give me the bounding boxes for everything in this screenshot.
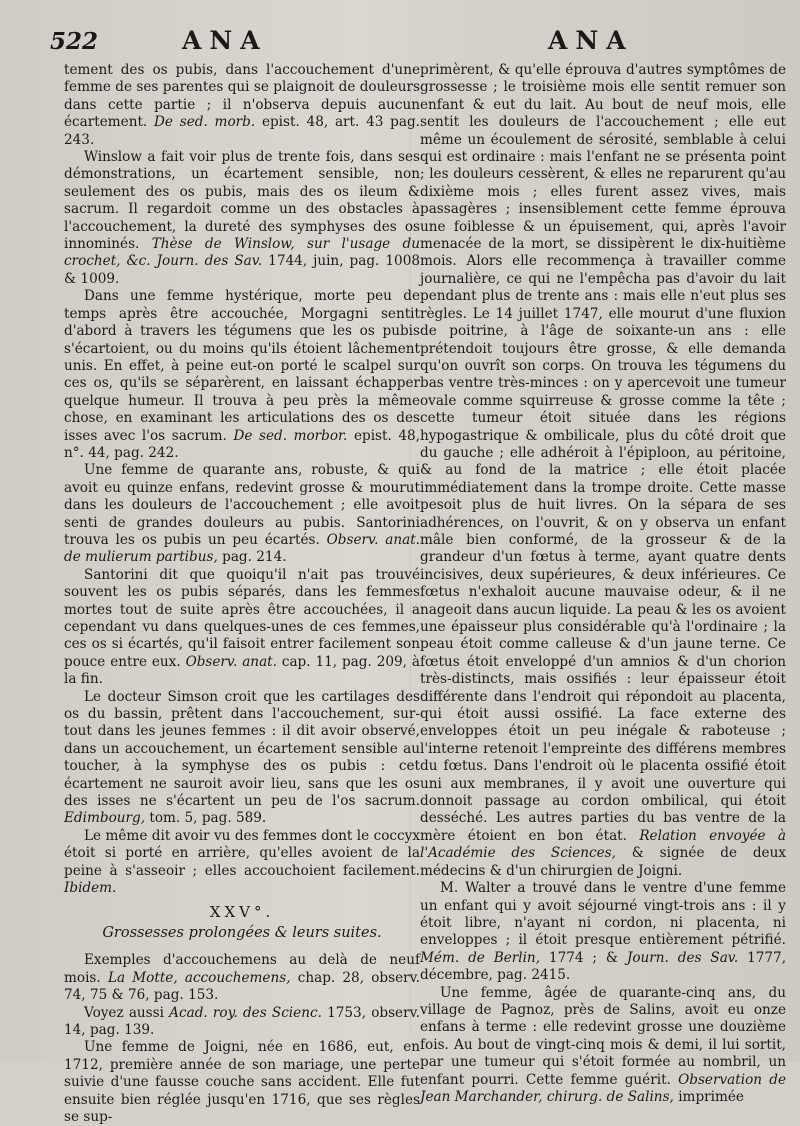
citation: Journ. des Sav. (626, 949, 739, 966)
running-title-right: ANA (548, 26, 634, 55)
citation: Edimbourg, (64, 810, 146, 827)
citation: Observ. anat. de mulierum partibus, (64, 531, 420, 566)
paragraph: tement des os pubis, dans l'accouchement d'une femme de ses parentes qui se plaignoit de douleurs dans cette partie ; il n'observa depuis aucun écartement. De sed. morb. epist. 48, art. 43 pag. 243. (64, 62, 420, 148)
paragraph: Le même dit avoir vu des femmes dont le coccyx étoit si porté en arrière, qu'elles avoient de la peine à s'asseoir ; elles accouchoient facilement. Ibidem. (64, 827, 420, 897)
paragraph: Une femme, âgée de quarante-cinq ans, du village de Pagnoz, près de Salins, avoit eu onze enfans à terme : elle redevint grosse une douzième fois. Au bout de vingt-cinq mois & demi, il lui sortit, par une tumeur qui s'étoit formée au nombril, un enfant pourri. Cette femme guérit. Observation de Jean Marchander, chirurg. de Salins, imprimée (420, 984, 786, 1105)
citation: De sed. morbor. (233, 427, 348, 444)
paragraph: Le docteur Simson croit que les cartilages des os du bassin, prêtent dans l'accouchement, sur-tout dans les jeunes femmes : il dit avoir observé, dans un accouchement, un écartement sensible au toucher, à la symphyse des os pubis : cet écartement ne sauroit avoir lieu, sans que les os des isses ne s'écartent un peu de l'os sacrum. Edimbourg, tom. 5, pag. 589. (64, 688, 420, 827)
citation: Observation de Jean Marchander, chirurg. de Salins, (420, 1071, 786, 1105)
paragraph: Santorini dit que quoiqu'il n'ait pas trouvé souvent les os pubis séparés, dans les femmes mortes tout de suite après être accouchées, il a cependant vu dans quelques-unes de ces femmes, ces os si écartés, qu'il faisoit entrer facilement son pouce entre eux. Observ. anat. cap. 11, pag. 209, à la fin. (64, 566, 420, 688)
citation: La Motte, accouchemens, (107, 969, 291, 986)
citation: Mém. de Berlin, (420, 949, 541, 966)
citation: De sed. morb. (154, 114, 256, 131)
citation: Ibidem. (64, 880, 117, 897)
section-title: Grossesses prolongées & leurs suites. (102, 924, 382, 941)
paragraph: Une femme de quarante ans, robuste, & qui avoit eu quinze enfans, redevint grosse & mourut dans les douleurs de l'accouchement ; elle avoit senti de grandes douleurs au pubis. Santorini trouva les os pubis un peu écartés. Observ. anat. de mulierum partibus, pag. 214. (64, 462, 420, 566)
citation: Acad. roy. des Scienc. (169, 1004, 322, 1021)
paragraph: Exemples d'accouchemens au delà de neuf mois. La Motte, accouchemens, chap. 28, observ. 74, 75 & 76, pag. 153. (64, 952, 421, 1004)
citation: Observ. anat. (185, 653, 277, 670)
left-column (64, 62, 420, 1126)
paragraph: primèrent, & qu'elle éprouva d'autres symptômes de grossesse ; le troisième mois elle sentit remuer son enfant & eut du lait. Au bout de neuf mois, elle sentit les douleurs de l'accouchement ; elle eut même un écoulement de sérosité, semblable à celui qui est ordinaire : mais l'enfant ne se présenta point ; les douleurs cessèrent, & elles ne reparurent qu'au dixième mois ; elles furent assez vives, mais passagères ; insensiblement cette femme éprouva une foiblesse & un épuisement, qui, après l'avoir menacée de la mort, se dissipèrent le dix-huitième mois. Alors elle recommença à travailler comme journalière, ce qui ne l'empêcha pas d'avoir du lait pendant plus de trente ans : mais elle n'eut plus ses règles. Le 14 juillet 1747, elle mourut d'une fluxion de poitrine, à l'âge de soixante-un ans : elle prétendoit toujours être grosse, & elle demanda qu'on ouvrît son corps. On trouva les tégumens du bas ventre très-minces : on y apercevoit une tumeur ovale comme squirreuse & grosse comme la tête ; cette tumeur étoit située dans les régions hypogastrique & ombilicale, plus du côté droit que du gauche ; elle adhéroit à l'épiploon, au péritoine, & au fond de la matrice ; elle étoit placée immédiatement dans la trompe droite. Cette masse pesoit plus de huit livres. On la sépara de ses adhérences, on l'ouvrit, & on y observa un enfant mâle bien conformé, de la grosseur & de la grandeur d'un fœtus à terme, ayant quatre dents incisives, deux supérieures, & deux inférieures. Ce fœtus n'exhaloit aucune mauvaise odeur, & il ne nageoit dans aucun liquide. La peau & les os avoient une épaisseur plus considérable qu'à l'ordinaire ; la peau étoit comme calleuse & d'un jaune terne. Ce fœtus étoit enveloppé d'un amnios & d'un chorion très-distincts, mais ossifiés : leur épaisseur étoit différente dans l'endroit qui répondoit au placenta, qui étoit aussi ossifié. La face externe des enveloppes étoit un peu inégale & raboteuse ; l'interne retenoit l'empreinte des différens membres du fœtus. Dans l'endroit où le placenta ossifié étoit uni aux membranes, il y avoit une ouverture qui donnoit passage au cordon ombilical, qui étoit desséché. Les autres parties du bas ventre de la mère étoient en bon état. Relation envoyée à l'Académie des Sciences, & signée de deux médecins & d'un chirurgien de Joigni. (420, 62, 786, 879)
running-head (0, 20, 800, 60)
citation: Thèse de Winslow, sur l'usage du crochet, &c. Journ. des Sav. (64, 236, 420, 270)
paragraph: Winslow a fait voir plus de trente fois, dans ses démonstrations, un écartement sensible, non seulement des os pubis, mais des os ileum & sacrum. Il regardoit comme un des obstacles à l'accouchement, la dureté des symphyses des os innominés. Thèse de Winslow, sur l'usage du crochet, &c. Journ. des Sav. 1744, juin, pag. 1008 & 1009. (64, 149, 420, 287)
page-number: 522 (50, 28, 99, 55)
paragraph: Une femme de Joigni, née en 1686, eut, en 1712, première année de son mariage, une perte suivie d'une fausse couche sans accident. Elle fut ensuite bien réglée jusqu'en 1716, que ses règles se sup- (64, 1039, 420, 1125)
running-title-left: ANA (182, 26, 268, 55)
paragraph: Voyez aussi Acad. roy. des Scienc. 1753, observ. 14, pag. 139. (64, 1004, 420, 1038)
section-number: XXV°. (209, 902, 275, 921)
paragraph: M. Walter a trouvé dans le ventre d'une femme un enfant qui y avoit séjourné vingt-trois ans : il y étoit libre, n'ayant ni cordon, ni placenta, ni enveloppes ; il étoit presque entièrement pétrifié. Mém. de Berlin, 1774 ; & Journ. des Sav. 1777, décembre, pag. 2415. (420, 880, 787, 984)
right-column (420, 62, 786, 1106)
citation: Relation envoyée à l'Académie des Sciences, (420, 827, 786, 862)
paragraph: Dans une femme hystérique, morte peu de temps après être accouchée, Morgagni sentit d'abord à travers les tégumens que les os pubis s'écartoient, ou du moins qu'ils étoient lâchement unis. En effet, à peine eut-on porté le scalpel sur ces os, qu'ils se séparèrent, en laissant échapper quelque humeur. Il trouva à peu près la même chose, en examinant les articulations des os des isses avec l'os sacrum. De sed. morbor. epist. 48, n°. 44, pag. 242. (64, 288, 420, 461)
